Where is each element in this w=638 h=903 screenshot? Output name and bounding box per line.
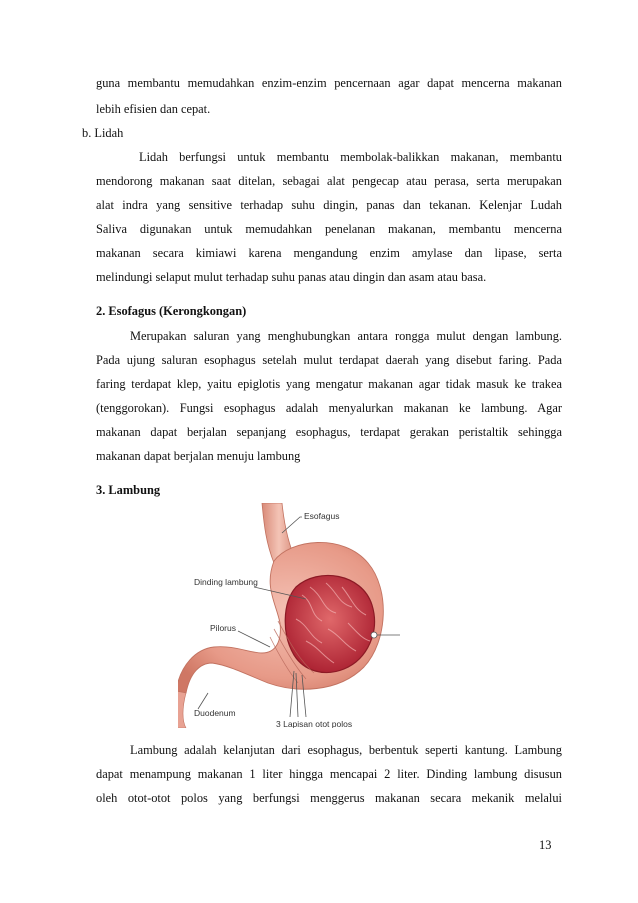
label-duodenum: Duodenum xyxy=(194,708,236,718)
subsection-heading-lidah: b. Lidah xyxy=(82,126,124,140)
duodenum-shape xyxy=(178,691,186,728)
body-text-line: guna membantu memudahkan enzim-enzim pencernaan agar dapat mencerna makanan xyxy=(96,76,562,90)
label-esofagus: Esofagus xyxy=(304,511,340,521)
body-text-line: Merupakan saluran yang menghubungkan antara rongga mulut dengan lambung. xyxy=(130,329,562,343)
body-text-line: oleh otot-otot polos yang berfungsi menggerus makanan secara mekanik melalui xyxy=(96,791,562,805)
body-text-line: Lambung adalah kelanjutan dari esophagus, berbentuk seperti kantung. Lambung xyxy=(130,743,562,757)
body-text-line: makanan dapat berjalan menuju lambung xyxy=(96,449,301,463)
body-text-line: faring terdapat klep, yaitu epiglotis yang mengatur makanan agar tidak masuk ke trakea xyxy=(96,377,562,391)
body-text-line: makanan secara kimiawi karena mengandung enzim amylase dan lipase, serta xyxy=(96,246,562,260)
body-text-line: makanan dapat berjalan sepanjang esophagus, terdapat gerakan peristaltik sehingga xyxy=(96,425,562,439)
label-dinding-lambung: Dinding lambung xyxy=(194,577,258,587)
section-heading-lambung: 3. Lambung xyxy=(96,483,161,497)
body-text-line: mendorong makanan saat ditelan, sebagai alat pengecap atau perasa, serta merupakan xyxy=(96,174,562,188)
body-text-line: alat indra yang sensitive terhadap suhu dingin, panas dan tekanan. Kelenjar Ludah xyxy=(96,198,562,212)
body-text-line: lebih efisien dan cepat. xyxy=(96,102,211,116)
body-text-line: Pada ujung saluran esophagus setelah mulut terdapat daerah yang disebut faring. Pada xyxy=(96,353,562,367)
body-text-line: Saliva digunakan untuk memudahkan penelanan makanan, membantu mencerna xyxy=(96,222,562,236)
page-number: 13 xyxy=(539,838,552,852)
stomach-diagram xyxy=(178,503,418,728)
body-text-line: dapat menampung makanan 1 liter hingga mencapai 2 liter. Dinding lambung disusun xyxy=(96,767,562,781)
label-lapisan-otot-polos: 3 Lapisan otot polos xyxy=(276,719,353,728)
label-pilorus: Pilorus xyxy=(210,623,236,633)
body-text-line: melindungi selaput mulut terhadap suhu panas atau dingin dan asam atau basa. xyxy=(96,270,487,284)
section-heading-esofagus: 2. Esofagus (Kerongkongan) xyxy=(96,304,247,318)
body-text-line: (tenggorokan). Fungsi esophagus adalah menyalurkan makanan ke lambung. Agar xyxy=(96,401,562,415)
body-text-line: Lidah berfungsi untuk membantu membolak-balikkan makanan, membantu xyxy=(139,150,562,164)
